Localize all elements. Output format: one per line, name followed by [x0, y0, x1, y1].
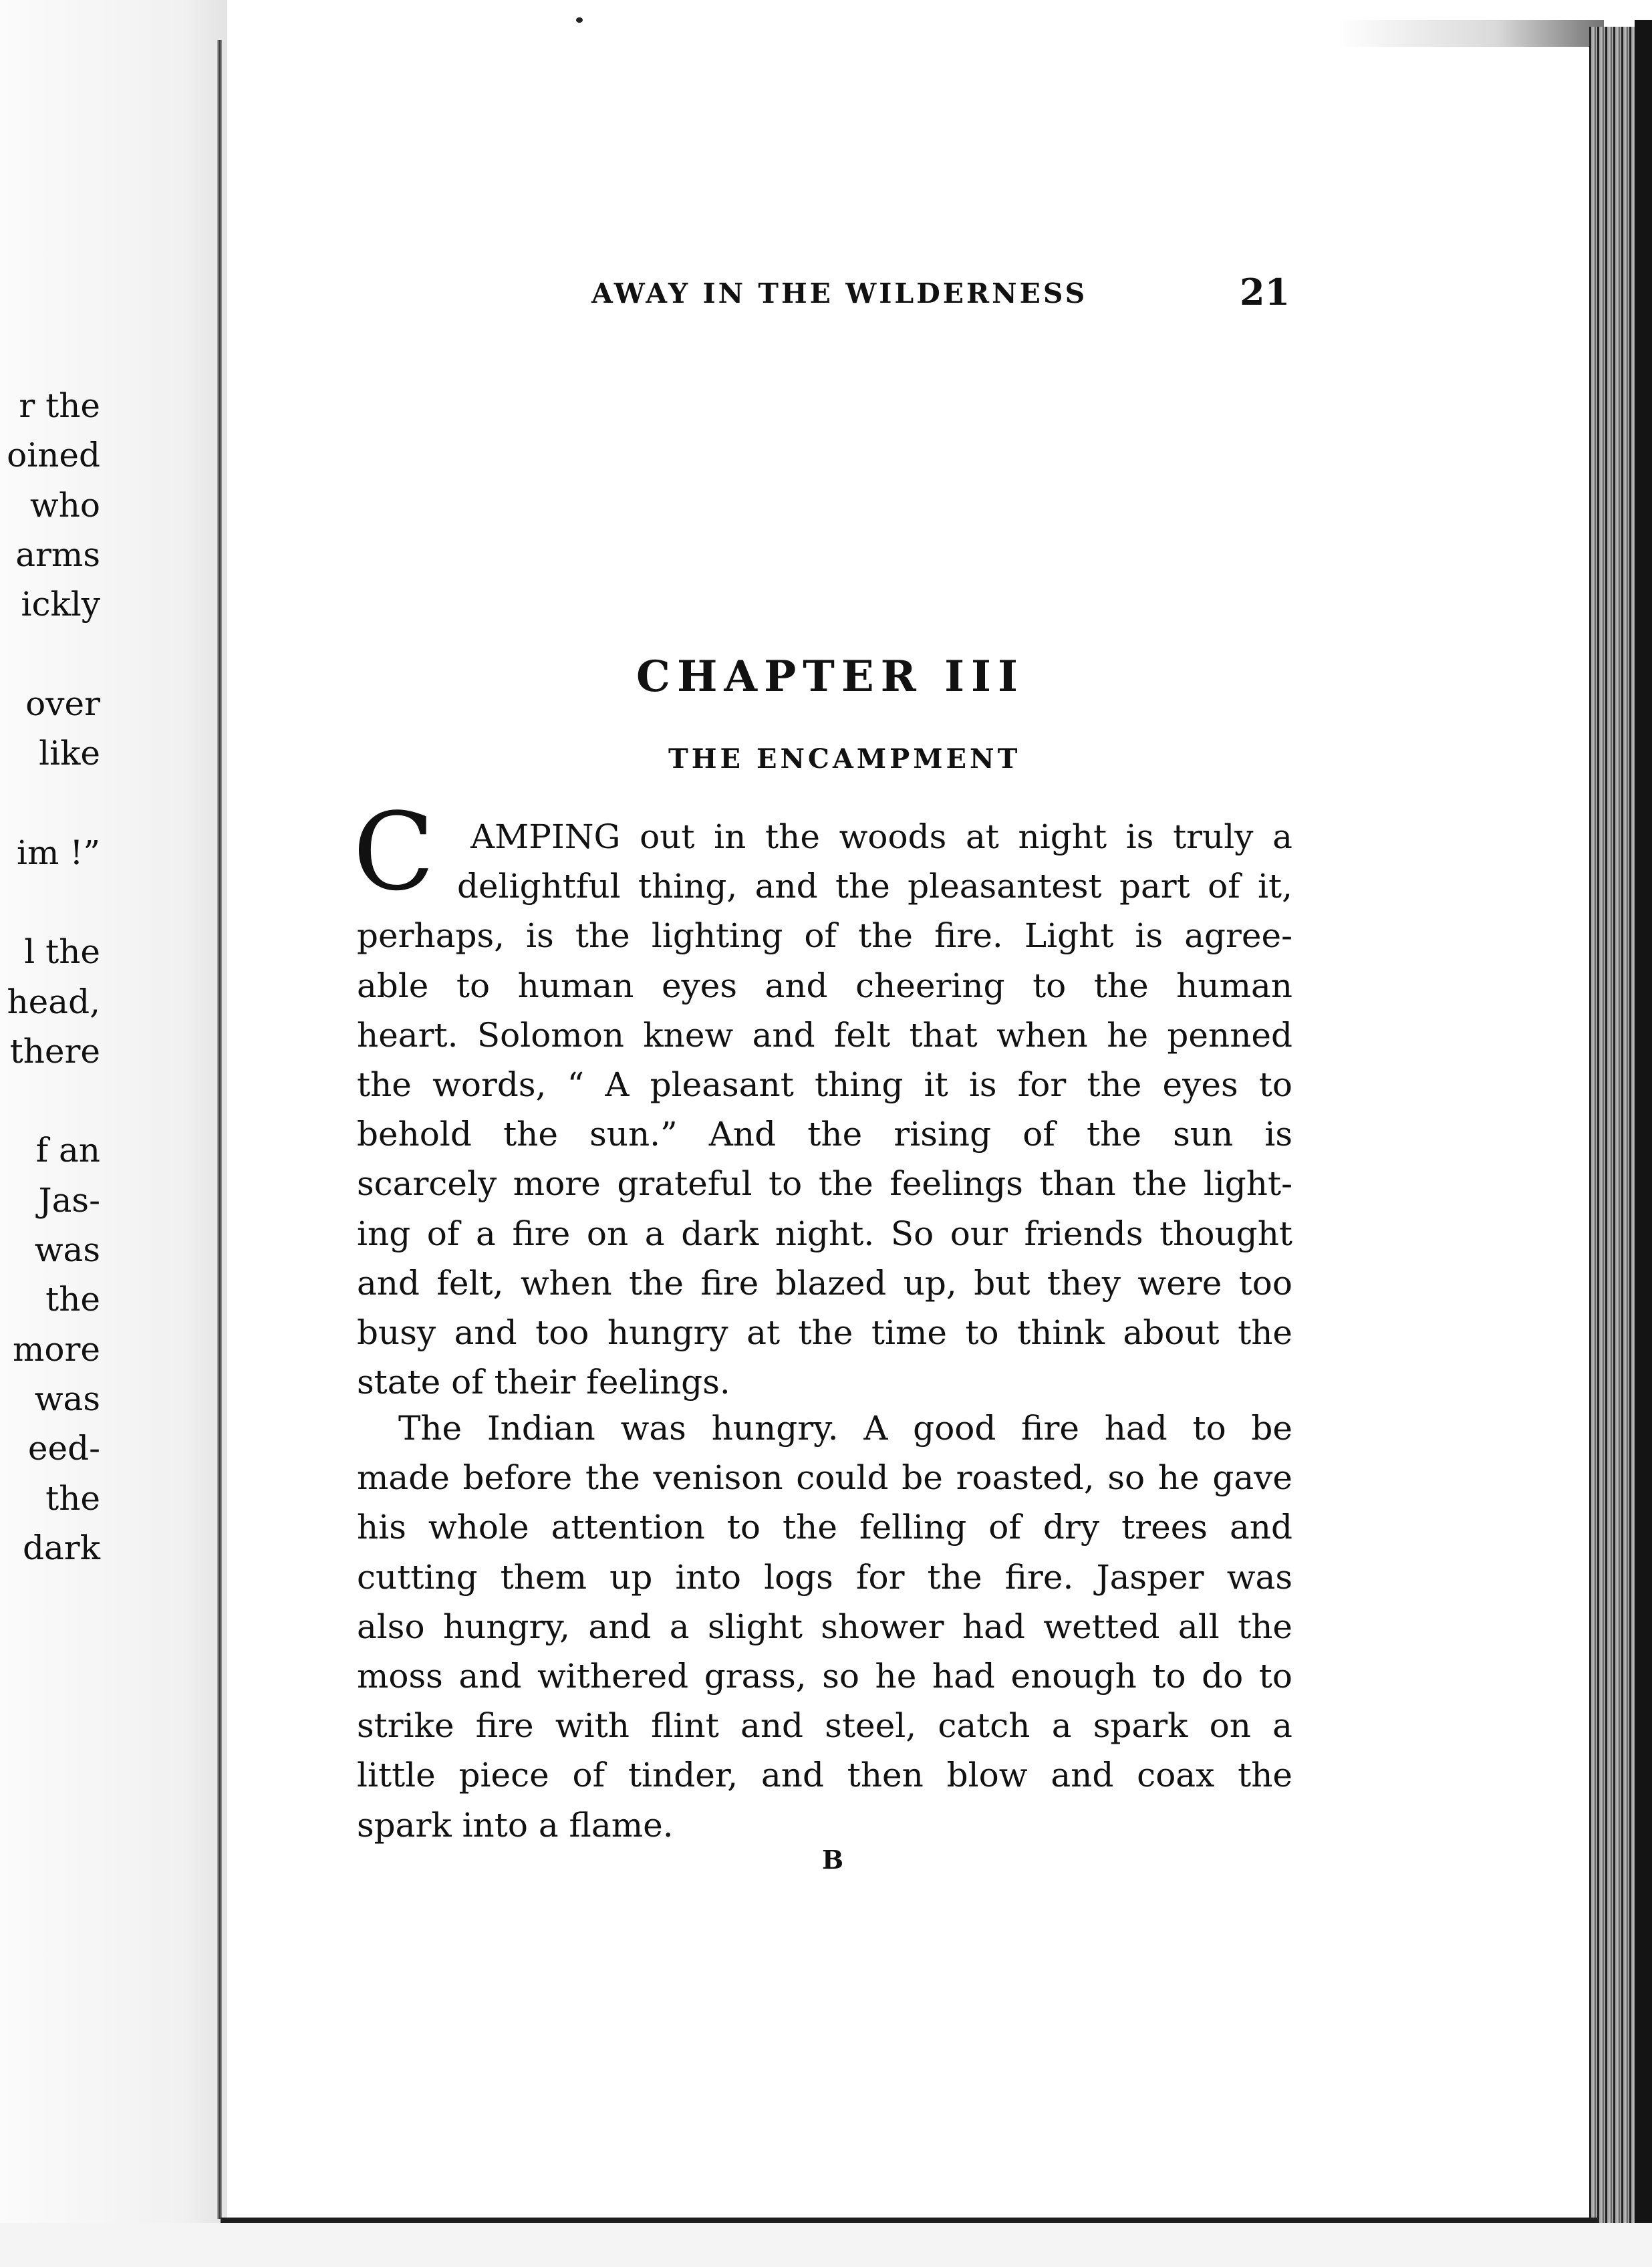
- left-page-line: eed-: [27, 1429, 100, 1468]
- text-line: ing of a fire on a dark night. So our friends thought: [357, 1214, 1292, 1253]
- page-number: 21: [1240, 271, 1290, 313]
- left-page-line: [0, 1076, 100, 1125]
- left-page-line: Jas-: [38, 1180, 100, 1220]
- paragraph-2: [357, 1404, 1292, 1850]
- signature-mark: B: [822, 1845, 844, 1875]
- left-page-line: r the: [19, 386, 100, 425]
- text-line: also hungry, and a slight shower had wetted all the: [357, 1607, 1292, 1646]
- left-page-line: head,: [7, 982, 100, 1021]
- text-line: cutting them up into logs for the fire. Jasper was: [357, 1557, 1292, 1597]
- bottom-edge-line: [221, 2218, 1597, 2223]
- left-page-line: im !”: [17, 833, 100, 872]
- left-page-line: [0, 629, 100, 678]
- text-line: spark into a flame.: [357, 1805, 674, 1845]
- left-page-line: oined: [7, 436, 100, 475]
- top-edge-shadow: [1337, 20, 1604, 47]
- left-page-fragment: [0, 381, 100, 1573]
- ink-speck: [576, 17, 583, 23]
- left-page-line: the: [45, 1478, 100, 1518]
- text-line: moss and withered grass, so he had enough to do to: [357, 1656, 1292, 1696]
- left-page-line: who: [29, 485, 100, 525]
- left-page-line: more: [12, 1329, 100, 1369]
- right-binding-edge: [1635, 20, 1652, 2267]
- left-page-line: dark: [22, 1528, 100, 1567]
- text-line: the words, “ A pleasant thing it is for the eyes to: [357, 1065, 1292, 1104]
- text-line: delightful thing, and the pleasantest part of it,: [457, 867, 1292, 906]
- text-line: his whole attention to the felling of dry trees and: [357, 1508, 1292, 1547]
- text-line: busy and too hungry at the time to think about the: [357, 1313, 1292, 1352]
- bottom-margin: [0, 2223, 1652, 2267]
- text-line: behold the sun.” And the rising of the sun is: [357, 1115, 1292, 1154]
- running-head: AWAY IN THE WILDERNESS: [591, 277, 1088, 309]
- paragraph-1: [357, 812, 1292, 1407]
- text-line: scarcely more grateful to the feelings than the light-: [357, 1164, 1292, 1204]
- text-line: and felt, when the fire blazed up, but they were too: [357, 1263, 1292, 1303]
- text-line: able to human eyes and cheering to the human: [357, 966, 1292, 1005]
- text-line: The Indian was hungry. A good fire had to be: [398, 1409, 1292, 1448]
- text-line: perhaps, is the lighting of the fire. Light is agree-: [357, 916, 1292, 956]
- gutter-line: [217, 40, 222, 2219]
- text-line: state of their feelings.: [357, 1363, 730, 1402]
- left-page-line: over: [25, 684, 100, 723]
- left-page-line: like: [39, 734, 100, 773]
- left-page-line: l the: [24, 932, 100, 972]
- text-line: strike fire with flint and steel, catch a spark on a: [357, 1706, 1292, 1746]
- left-page-line: arms: [15, 535, 100, 574]
- left-page-line: was: [34, 1230, 100, 1270]
- chapter-title: CHAPTER III: [636, 652, 1024, 702]
- left-page-line: [0, 778, 100, 827]
- section-title: THE ENCAMPMENT: [668, 743, 1021, 775]
- left-page-line: was: [34, 1379, 100, 1418]
- left-page-line: [0, 878, 100, 927]
- left-page-line: the: [45, 1280, 100, 1319]
- text-line: made before the venison could be roasted, so he gave: [357, 1458, 1292, 1498]
- text-line: little piece of tinder, and then blow and coax the: [357, 1756, 1292, 1795]
- text-line: heart. Solomon knew and felt that when he penned: [357, 1015, 1292, 1055]
- left-page-line: f an: [35, 1131, 100, 1170]
- text-line: AMPING out in the woods at night is truly a: [470, 817, 1292, 856]
- left-page-line: ickly: [21, 585, 100, 624]
- left-page-line: there: [9, 1031, 100, 1071]
- drop-cap: C: [353, 789, 435, 914]
